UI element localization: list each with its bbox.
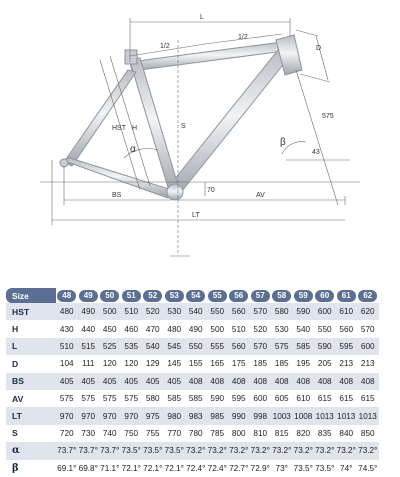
table-cell: 615 (357, 390, 379, 407)
table-cell: 408 (228, 373, 250, 390)
size-cell (142, 288, 164, 303)
size-cell (293, 288, 315, 303)
table-cell: 983 (185, 407, 207, 424)
table-cell: 73.7° (99, 442, 121, 459)
table-cell: 785 (207, 425, 229, 442)
table-cell: 545 (164, 338, 186, 355)
table-cell: 970 (121, 407, 143, 424)
table-cell: 998 (250, 407, 272, 424)
size-cell (78, 288, 100, 303)
table-cell: 69.1° (56, 460, 78, 477)
table-cell: 500 (99, 303, 121, 320)
table-cell: 525 (99, 338, 121, 355)
table-cell: 560 (228, 303, 250, 320)
table-row (6, 373, 379, 390)
table-cell: 520 (142, 303, 164, 320)
table-cell: 600 (250, 390, 272, 407)
table-cell: 408 (357, 373, 379, 390)
table-cell: 590 (314, 338, 336, 355)
table-cell: 405 (56, 373, 78, 390)
table-cell: 440 (78, 320, 100, 337)
table-cell: 815 (271, 425, 293, 442)
table-cell: 595 (228, 390, 250, 407)
table-cell: 800 (228, 425, 250, 442)
table-cell: 73.2° (293, 442, 315, 459)
table-cell: 510 (121, 303, 143, 320)
table-cell: 408 (293, 373, 315, 390)
table-cell: 835 (314, 425, 336, 442)
row-label: D (6, 355, 56, 372)
size-pill: 62 (358, 290, 377, 302)
table-cell: 580 (142, 390, 164, 407)
row-label: HST (6, 303, 56, 320)
size-pill: 51 (122, 290, 141, 302)
size-cell (228, 288, 250, 303)
table-cell: 590 (207, 390, 229, 407)
table-cell: 540 (185, 303, 207, 320)
table-cell: 73.5° (164, 442, 186, 459)
table-cell: 615 (314, 390, 336, 407)
table-cell: 72.7° (228, 460, 250, 477)
table-cell: 840 (336, 425, 358, 442)
table-row (6, 355, 379, 372)
table-cell: 405 (121, 373, 143, 390)
bottom-bracket (167, 184, 183, 200)
size-pill: 48 (57, 290, 76, 302)
table-cell: 605 (271, 390, 293, 407)
size-pill: 54 (186, 290, 205, 302)
table-cell: 575 (271, 338, 293, 355)
table-cell: 720 (56, 425, 78, 442)
row-label: S (6, 425, 56, 442)
table-cell: 550 (314, 320, 336, 337)
table-cell: 1008 (293, 407, 315, 424)
size-pill: 59 (294, 290, 313, 302)
table-cell: 72.4° (207, 460, 229, 477)
table-cell: 69.8° (78, 460, 100, 477)
table-cell: 620 (357, 303, 379, 320)
size-pill: 49 (79, 290, 98, 302)
table-cell: 575 (99, 390, 121, 407)
table-cell: 980 (164, 407, 186, 424)
table-cell: 550 (207, 303, 229, 320)
dim-label-HST: HST (112, 125, 126, 132)
geometry-table-body (6, 288, 379, 477)
table-cell: 1013 (336, 407, 358, 424)
table-cell: 73.2° (185, 442, 207, 459)
dim-label-S: S (181, 123, 186, 130)
table-cell: 73.7° (78, 442, 100, 459)
bike-frame (60, 35, 302, 200)
table-cell: 585 (164, 390, 186, 407)
table-cell: 850 (357, 425, 379, 442)
table-cell: 570 (250, 303, 272, 320)
dim-label-alpha: α (130, 144, 136, 155)
table-cell: 73.7° (56, 442, 78, 459)
table-cell: 570 (357, 320, 379, 337)
table-cell: 405 (99, 373, 121, 390)
table-cell: 430 (56, 320, 78, 337)
dim-label-half-left: 1/2 (160, 43, 170, 50)
table-cell: 480 (164, 320, 186, 337)
table-cell: 490 (185, 320, 207, 337)
table-cell: 535 (121, 338, 143, 355)
table-cell: 755 (142, 425, 164, 442)
table-cell: 595 (336, 338, 358, 355)
table-cell: 155 (185, 355, 207, 372)
size-pill: 56 (229, 290, 248, 302)
table-cell: 1013 (357, 407, 379, 424)
table-cell: 1013 (314, 407, 336, 424)
table-cell: 72.1° (121, 460, 143, 477)
table-cell: 600 (357, 338, 379, 355)
table-cell: 1003 (271, 407, 293, 424)
table-cell: 73.2° (271, 442, 293, 459)
size-cell (99, 288, 121, 303)
size-pill: 57 (251, 290, 270, 302)
size-cell (357, 288, 379, 303)
table-cell: 810 (250, 425, 272, 442)
row-label: α (6, 442, 56, 459)
table-cell: 575 (78, 390, 100, 407)
size-cell (185, 288, 207, 303)
table-cell: 515 (78, 338, 100, 355)
table-cell: 730 (78, 425, 100, 442)
size-header-row (6, 288, 379, 303)
table-row (6, 460, 379, 477)
dim-label-43: 43 (312, 149, 320, 156)
table-cell: 213 (357, 355, 379, 372)
table-cell: 740 (99, 425, 121, 442)
dim-label-AV: AV (256, 192, 265, 199)
seat-post (125, 50, 137, 64)
table-cell: 540 (142, 338, 164, 355)
table-cell: 195 (293, 355, 315, 372)
size-cell (207, 288, 229, 303)
table-cell: 985 (207, 407, 229, 424)
table-cell: 460 (121, 320, 143, 337)
table-cell: 73.2° (228, 442, 250, 459)
table-row (6, 407, 379, 424)
table-cell: 72.1° (142, 460, 164, 477)
table-cell: 610 (293, 390, 315, 407)
row-label: H (6, 320, 56, 337)
row-label: LT (6, 407, 56, 424)
table-cell: 74.5° (357, 460, 379, 477)
table-cell: 600 (314, 303, 336, 320)
table-cell: 520 (250, 320, 272, 337)
table-cell: 73.5° (121, 442, 143, 459)
table-cell: 500 (207, 320, 229, 337)
table-cell: 73.2° (336, 442, 358, 459)
table-cell: 73.5° (142, 442, 164, 459)
dim-label-LT: LT (192, 212, 200, 219)
table-cell: 550 (185, 338, 207, 355)
table-row (6, 320, 379, 337)
rear-dropout (60, 159, 68, 167)
table-cell: 975 (142, 407, 164, 424)
row-label: L (6, 338, 56, 355)
table-cell: 120 (121, 355, 143, 372)
table-cell: 510 (56, 338, 78, 355)
table-cell: 185 (250, 355, 272, 372)
table-cell: 72.4° (185, 460, 207, 477)
table-cell: 405 (78, 373, 100, 390)
size-pill: 53 (165, 290, 184, 302)
row-label: BS (6, 373, 56, 390)
table-cell: 770 (164, 425, 186, 442)
size-cell (121, 288, 143, 303)
dim-label-half-right: 1/2 (238, 34, 248, 41)
dim-label-D: D (316, 45, 322, 52)
table-cell: 480 (56, 303, 78, 320)
table-row (6, 442, 379, 459)
table-cell: 530 (164, 303, 186, 320)
table-cell: 970 (56, 407, 78, 424)
table-row (6, 338, 379, 355)
table-row (6, 390, 379, 407)
table-cell: 490 (78, 303, 100, 320)
row-label: AV (6, 390, 56, 407)
table-cell: 104 (56, 355, 78, 372)
table-cell: 408 (207, 373, 229, 390)
table-cell: 540 (293, 320, 315, 337)
table-cell: 145 (164, 355, 186, 372)
table-cell: 585 (185, 390, 207, 407)
table-cell: 72.1° (164, 460, 186, 477)
table-cell: 585 (293, 338, 315, 355)
table-cell: 615 (336, 390, 358, 407)
table-cell: 575 (56, 390, 78, 407)
table-cell: 73.2° (207, 442, 229, 459)
size-cell (164, 288, 186, 303)
table-cell: 129 (142, 355, 164, 372)
table-cell: 580 (271, 303, 293, 320)
row-label: β (6, 460, 56, 477)
dim-label-BS: BS (112, 192, 122, 199)
table-cell: 405 (142, 373, 164, 390)
size-pill: 58 (272, 290, 291, 302)
table-cell: 120 (99, 355, 121, 372)
dim-label-70: 70 (207, 187, 215, 194)
dim-label-beta: β (280, 137, 286, 148)
size-cell (56, 288, 78, 303)
size-cell (314, 288, 336, 303)
table-cell: 73.5° (314, 460, 336, 477)
table-cell: 73.2° (314, 442, 336, 459)
geometry-table (6, 288, 379, 477)
size-cell (271, 288, 293, 303)
dim-label-L: L (200, 14, 204, 21)
table-cell: 750 (121, 425, 143, 442)
table-cell: 510 (228, 320, 250, 337)
size-cell (250, 288, 272, 303)
table-row (6, 425, 379, 442)
size-pill: 50 (100, 290, 119, 302)
table-cell: 990 (228, 407, 250, 424)
table-cell: 408 (250, 373, 272, 390)
dim-label-H: H (132, 125, 138, 132)
table-cell: 73° (271, 460, 293, 477)
table-cell: 560 (336, 320, 358, 337)
table-cell: 820 (293, 425, 315, 442)
table-cell: 575 (121, 390, 143, 407)
table-cell: 185 (271, 355, 293, 372)
size-pill: 60 (315, 290, 334, 302)
size-pill: 55 (208, 290, 227, 302)
table-cell: 570 (250, 338, 272, 355)
table-cell: 165 (207, 355, 229, 372)
table-cell: 408 (336, 373, 358, 390)
table-cell: 72.9° (250, 460, 272, 477)
table-cell: 530 (271, 320, 293, 337)
table-cell: 405 (164, 373, 186, 390)
table-cell: 970 (99, 407, 121, 424)
size-pill: 52 (143, 290, 162, 302)
table-row (6, 303, 379, 320)
table-cell: 74° (336, 460, 358, 477)
table-cell: 780 (185, 425, 207, 442)
size-header-label: Size (6, 288, 56, 303)
table-cell: 73.5° (293, 460, 315, 477)
table-cell: 73.2° (357, 442, 379, 459)
table-cell: 610 (336, 303, 358, 320)
table-cell: 560 (228, 338, 250, 355)
table-cell: 450 (99, 320, 121, 337)
size-cell (336, 288, 358, 303)
table-cell: 111 (78, 355, 100, 372)
table-cell: 175 (228, 355, 250, 372)
table-cell: 408 (271, 373, 293, 390)
table-cell: 408 (314, 373, 336, 390)
table-cell: 205 (314, 355, 336, 372)
table-cell: 73.2° (250, 442, 272, 459)
table-cell: 590 (293, 303, 315, 320)
table-cell: 555 (207, 338, 229, 355)
table-cell: 970 (78, 407, 100, 424)
dim-label-575: 575 (322, 113, 334, 120)
seat-stay (64, 70, 136, 166)
table-cell: 213 (336, 355, 358, 372)
top-tube (130, 42, 284, 71)
table-cell: 408 (185, 373, 207, 390)
table-cell: 71.1° (99, 460, 121, 477)
table-cell: 470 (142, 320, 164, 337)
size-pill: 61 (337, 290, 356, 302)
